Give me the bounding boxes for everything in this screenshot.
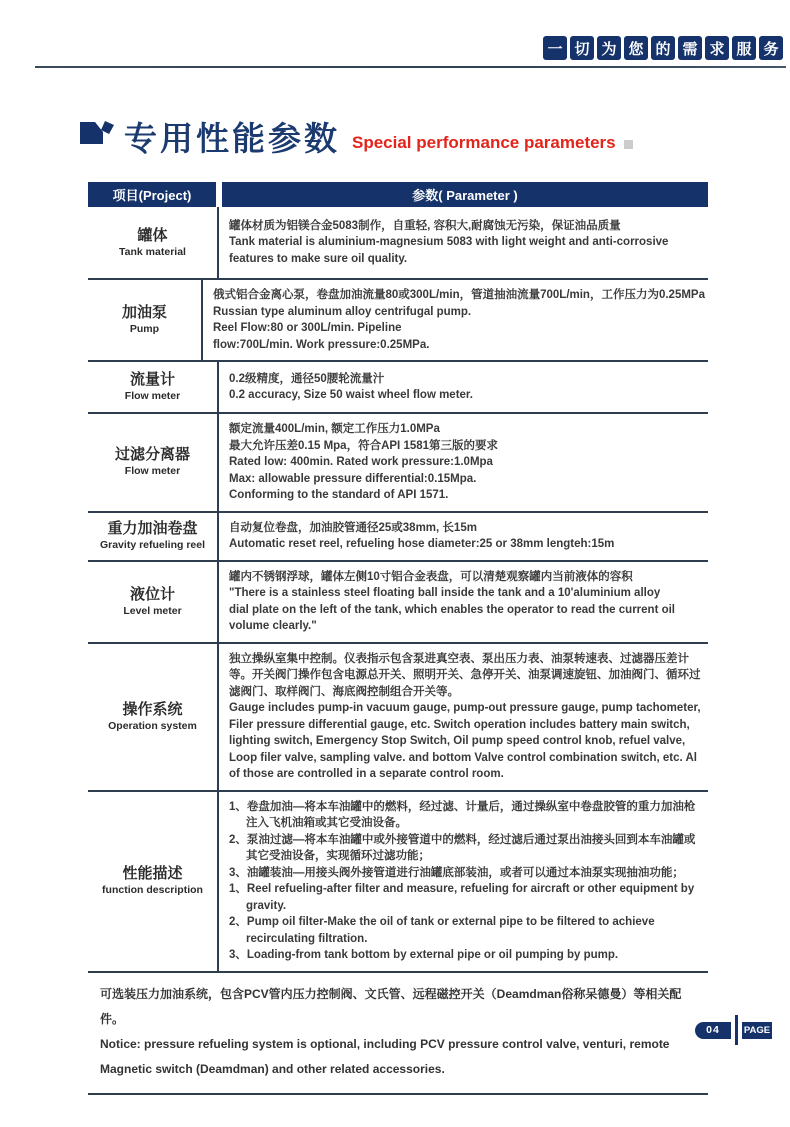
table-row <box>88 642 708 790</box>
row-parameter-cell <box>219 414 708 511</box>
notice <box>88 973 708 1095</box>
table-row <box>88 412 708 511</box>
slogan-char-box: 为 <box>597 36 621 60</box>
param-line: 最大允许压差0.15 Mpa，符合API 1581第三版的要求 <box>229 439 499 452</box>
table-body <box>88 207 708 973</box>
slogan-char-box: 求 <box>705 36 729 60</box>
row-label-en: Gravity refueling reel <box>99 539 206 552</box>
row-label-cell <box>88 792 219 971</box>
row-label-cn: 流量计 <box>129 371 175 389</box>
param-line: dial plate on the left of the tank, which enables the operator to read the current oil <box>229 603 676 616</box>
param-line: Rated low: 400min. Rated work pressure:1.0Mpa <box>229 456 493 468</box>
row-label-en: Tank material <box>119 245 186 258</box>
row-label-cn: 性能描述 <box>122 865 183 883</box>
section-title <box>80 118 790 155</box>
page-footer <box>695 1015 772 1045</box>
slogan-char-box: 的 <box>651 36 675 60</box>
param-line: volume clearly." <box>229 620 317 632</box>
row-label-cell <box>88 414 219 511</box>
param-line: "There is a stainless steel floating ball inside the tank and a 10'aluminium alloy <box>229 587 661 599</box>
param-line: Max: allowable pressure differential:0.15Mpa. <box>229 472 477 485</box>
row-label-cn: 加油泵 <box>121 304 167 322</box>
row-label-cell <box>88 362 219 412</box>
row-parameter-cell <box>219 792 708 971</box>
table-row <box>88 511 708 560</box>
param-line: flow:700L/min. Work pressure:0.25MPa. <box>212 338 430 351</box>
param-line: Automatic reset reel, refueling hose diameter:25 or 38mm lengteh:15m <box>229 538 615 550</box>
table-row <box>88 278 708 360</box>
param-line: features to make sure oil quality. <box>229 252 408 265</box>
slogan-char-box: 切 <box>570 36 594 60</box>
table-row <box>88 790 708 971</box>
row-label-en: function description <box>102 884 203 897</box>
row-label-en: Flow meter <box>124 390 181 403</box>
param-line: Tank material is aluminium-magnesium 5083 with light weight and anti-corrosive <box>229 236 669 249</box>
param-line: 0.2 accuracy, Size 50 waist wheel flow meter. <box>229 389 473 401</box>
param-line: 3、Loading-from tank bottom by external pipe or oil pumping by pump. <box>229 949 619 961</box>
row-label-en: Flow meter <box>124 465 181 478</box>
param-line: Conforming to the standard of API 1571. <box>229 489 449 501</box>
notice-line-cn: 可选装压力加油系统，包含PCV管内压力控制阀、文氏管、远程磁控开关（Deamdman俗称呆德曼）等相关配件。 <box>100 986 682 1026</box>
row-label-cn: 过滤分离器 <box>114 446 190 464</box>
slogan-char-box: 您 <box>624 36 648 60</box>
param-line: 2、泵油过滤—将本车油罐中或外接管道中的燃料，经过滤后通过泵出油接头回到本车油罐或其它受油设备，实现循环过滤功能； <box>229 833 696 862</box>
row-label-cn: 操作系统 <box>122 700 183 718</box>
row-parameter-cell <box>219 562 708 642</box>
table-row <box>88 560 708 642</box>
table-row <box>88 207 708 278</box>
row-label-cell <box>88 644 219 790</box>
row-parameter-cell <box>203 280 708 360</box>
param-line: 额定流量400L/min, 额定工作压力1.0MPa <box>229 423 440 435</box>
row-label-cn: 重力加油卷盘 <box>107 520 198 538</box>
page-number-badge: 04 <box>695 1022 731 1039</box>
param-line: 2、Pump oil filter-Make the oil of tank or external pipe to be filtered to achieve recirculating filtration. <box>229 916 655 945</box>
slogan-char-box: 一 <box>543 36 567 60</box>
slogan-char-box: 务 <box>759 36 783 60</box>
param-line: 0.2级精度，通径50腰轮流量汁 <box>229 372 385 385</box>
footer-divider-bar <box>735 1015 738 1045</box>
table-header-project: 项目(Project) <box>88 182 216 207</box>
param-line: 罐体材质为铝镁合金5083制作，自重轻, 容积大,耐腐蚀无污染，保证油品质量 <box>229 219 621 232</box>
param-line: 独立操纵室集中控制。仪表指示包含泵进真空表、泵出压力表、油泵转速表、过滤器压差计等。开关阀门操作包含电源总开关、照明开关、急停开关、油泵调速旋钮、加油阀门、循环过滤阀门、取样阀门、海底阀控制组合开关等。 <box>229 652 701 698</box>
row-label-cell <box>88 280 203 360</box>
slogan-char-box: 需 <box>678 36 702 60</box>
param-line: 1、卷盘加油—将本车油罐中的燃料，经过滤、计量后，通过操纵室中卷盘胶管的重力加油枪注入飞机油箱或其它受油设备。 <box>229 800 696 829</box>
row-parameter-cell <box>219 513 708 560</box>
param-line: 罐内不锈钢浮球，罐体左侧10寸铝合金表盘，可以清楚观察罐内当前液体的容积 <box>229 570 633 583</box>
spec-table <box>88 182 708 973</box>
param-line: Russian type aluminum alloy centrifugal pump. <box>212 305 472 318</box>
param-line: 1、Reel refueling-after filter and measure, refueling for aircraft or other equipment by gravity. <box>229 883 695 912</box>
slogan-char-box: 服 <box>732 36 756 60</box>
param-line: 俄式铝合金离心泵，卷盘加油流量80或300L/min，管道抽油流量700L/min，工作压力为0.25MPa <box>212 289 705 301</box>
table-row <box>88 360 708 412</box>
row-label-en: Operation system <box>108 719 197 732</box>
param-line: 自动复位卷盘，加油胶管通径25或38mm, 长15m <box>229 521 477 534</box>
row-label-cn: 液位计 <box>129 585 175 603</box>
flag-icon <box>80 118 116 153</box>
page-title-cn: 专用性能参数 <box>124 120 340 157</box>
row-label-cell <box>88 562 219 642</box>
table-header-parameter: 参数( Parameter ) <box>222 182 708 207</box>
param-line: Reel Flow:80 or 300L/min. Pipeline <box>212 322 402 334</box>
row-label-cell <box>88 513 219 560</box>
param-line: 3、油罐装油—用接头阀外接管道进行油罐底部装油，或者可以通过本油泵实现抽油功能； <box>229 866 684 879</box>
header-divider <box>35 66 786 68</box>
param-line: Gauge includes pump-in vacuum gauge, pump-out pressure gauge, pump tachometer, Filer pressure differential gauge, etc. Switch operation includes battery main switch, lighting switch, Emergency Stop Switch, Oil pump speed control knob, refuel valve, Loop filer valve, sampling valve. and bottom Valve control combination switch, etc. Al of those are controlled in a separate control room. <box>229 702 701 780</box>
row-parameter-cell <box>219 644 708 790</box>
row-label-cell <box>88 207 219 278</box>
table-header-row <box>88 182 708 207</box>
row-label-cn: 罐体 <box>137 226 168 244</box>
page-title-en: Special performance parameters <box>352 133 616 152</box>
page-label-badge: PAGE <box>742 1022 772 1039</box>
title-endcap-square <box>624 140 633 149</box>
notice-line-en: Notice: pressure refueling system is optional, including PCV pressure control valve, venturi, remote Magnetic switch (Deamdman) and other related accessories. <box>100 1036 670 1076</box>
row-parameter-cell <box>219 207 708 278</box>
page-header-slogan <box>0 0 790 60</box>
row-label-en: Pump <box>129 323 160 336</box>
row-parameter-cell <box>219 362 708 412</box>
row-label-en: Level meter <box>123 604 182 617</box>
